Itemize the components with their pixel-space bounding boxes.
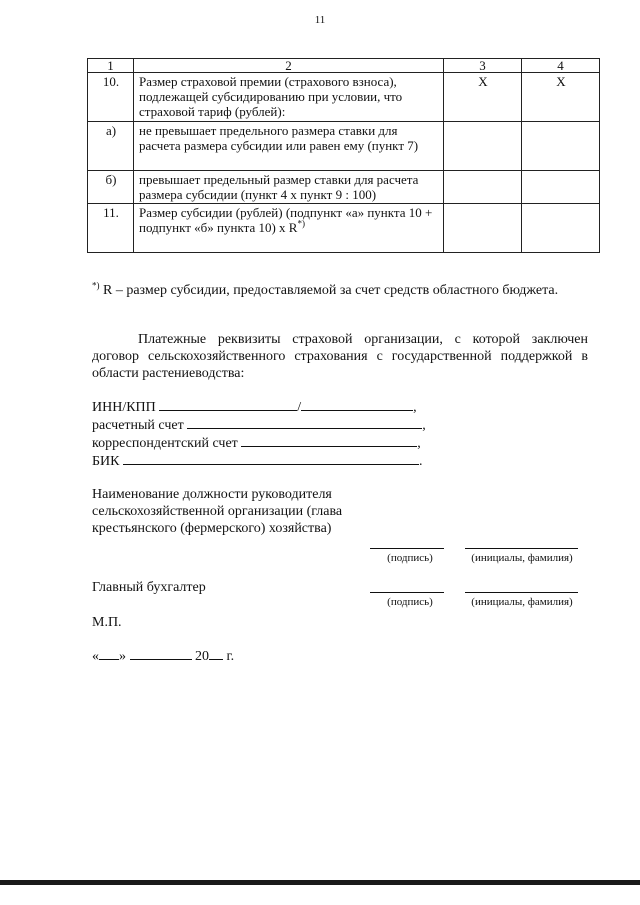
footnote-text: R – размер субсидии, предоставляемой за счет средств областного бюджета. [99, 283, 559, 298]
head-name-caption: (инициалы, фамилия) [471, 552, 573, 564]
header-cell: 4 [522, 59, 600, 73]
footnote-mark: *) [92, 280, 100, 291]
requisites-intro: Платежные реквизиты страховой организации, с которой заключен договор сельскохозяйственного страхования с государственной поддержкой в области растениеводства: [92, 332, 588, 381]
corr-account-label: корреспондентский счет [92, 436, 238, 451]
row-text: превышает предельный размер ставки для расчета размера субсидии (пункт 4 х пункт 9 : 100) [134, 171, 444, 204]
footnote [92, 282, 588, 299]
account-line [92, 415, 426, 434]
subsidy-table [87, 58, 600, 253]
accountant-name-line[interactable] [465, 592, 578, 593]
cell-col3 [444, 122, 522, 171]
header-cell: 1 [88, 59, 134, 73]
header-cell: 2 [134, 59, 444, 73]
row-number: а) [88, 122, 134, 171]
row-text: Размер страховой премии (страхового взноса), подлежащей субсидированию при условии, что страховой тариф (рублей): [134, 73, 444, 122]
table-row [88, 73, 600, 122]
inn-kpp-line [92, 397, 417, 416]
table-row [88, 122, 600, 171]
row-number: 10. [88, 73, 134, 122]
row-text: Размер субсидии (рублей) (подпункт «а» пункта 10 + подпункт «б» пункта 10) х R [139, 205, 433, 235]
head-name-line[interactable] [465, 548, 578, 549]
corr-account-comma: , [417, 436, 421, 451]
stamp-place: М.П. [92, 615, 122, 630]
date-month-blank[interactable] [130, 646, 192, 660]
date-year-blank[interactable] [209, 646, 223, 660]
accountant-signature-line[interactable] [370, 592, 444, 593]
date-quote-close: » [119, 649, 126, 664]
table-header-row [88, 59, 600, 73]
cell-col3: X [444, 73, 522, 122]
cell-col3 [444, 171, 522, 204]
table-row [88, 171, 600, 204]
inn-kpp-label: ИНН/КПП [92, 400, 156, 415]
bik-label: БИК [92, 454, 120, 469]
bik-line [92, 451, 423, 470]
cell-col3 [444, 204, 522, 253]
kpp-blank[interactable] [301, 397, 413, 411]
inn-comma: , [413, 400, 417, 415]
header-cell: 3 [444, 59, 522, 73]
row-number: 11. [88, 204, 134, 253]
account-comma: , [422, 418, 426, 433]
inn-slash: / [297, 400, 302, 415]
footnote-ref: *) [297, 218, 305, 229]
head-position-title: Наименование должности руководителя сельскохозяйственной организации (глава крестьянского (фермерского) хозяйства) [92, 487, 343, 536]
row-text: не превышает предельного размера ставки для расчета размера субсидии или равен ему (пункт 7) [134, 122, 444, 171]
head-signature-caption: (подпись) [387, 552, 433, 564]
scan-bottom-edge [0, 880, 640, 885]
date-quote-open: « [92, 649, 99, 664]
date-year-prefix: 20 [195, 649, 209, 664]
date-line [92, 646, 234, 665]
account-label: расчетный счет [92, 418, 184, 433]
row-text-cell [134, 204, 444, 253]
page-number: 11 [314, 14, 326, 26]
corr-account-blank[interactable] [241, 433, 417, 447]
row-number: б) [88, 171, 134, 204]
cell-col4: X [522, 73, 600, 122]
bik-period: . [419, 454, 423, 469]
cell-col4 [522, 171, 600, 204]
head-signature-line[interactable] [370, 548, 444, 549]
bik-blank[interactable] [123, 451, 419, 465]
accountant-name-caption: (инициалы, фамилия) [471, 596, 573, 608]
accountant-signature-caption: (подпись) [387, 596, 433, 608]
account-blank[interactable] [187, 415, 422, 429]
date-suffix: г. [226, 649, 235, 664]
cell-col4 [522, 204, 600, 253]
corr-account-line [92, 433, 421, 452]
date-day-blank[interactable] [99, 646, 119, 660]
accountant-label: Главный бухгалтер [92, 580, 206, 595]
inn-blank[interactable] [159, 397, 297, 411]
table-row [88, 204, 600, 253]
cell-col4 [522, 122, 600, 171]
